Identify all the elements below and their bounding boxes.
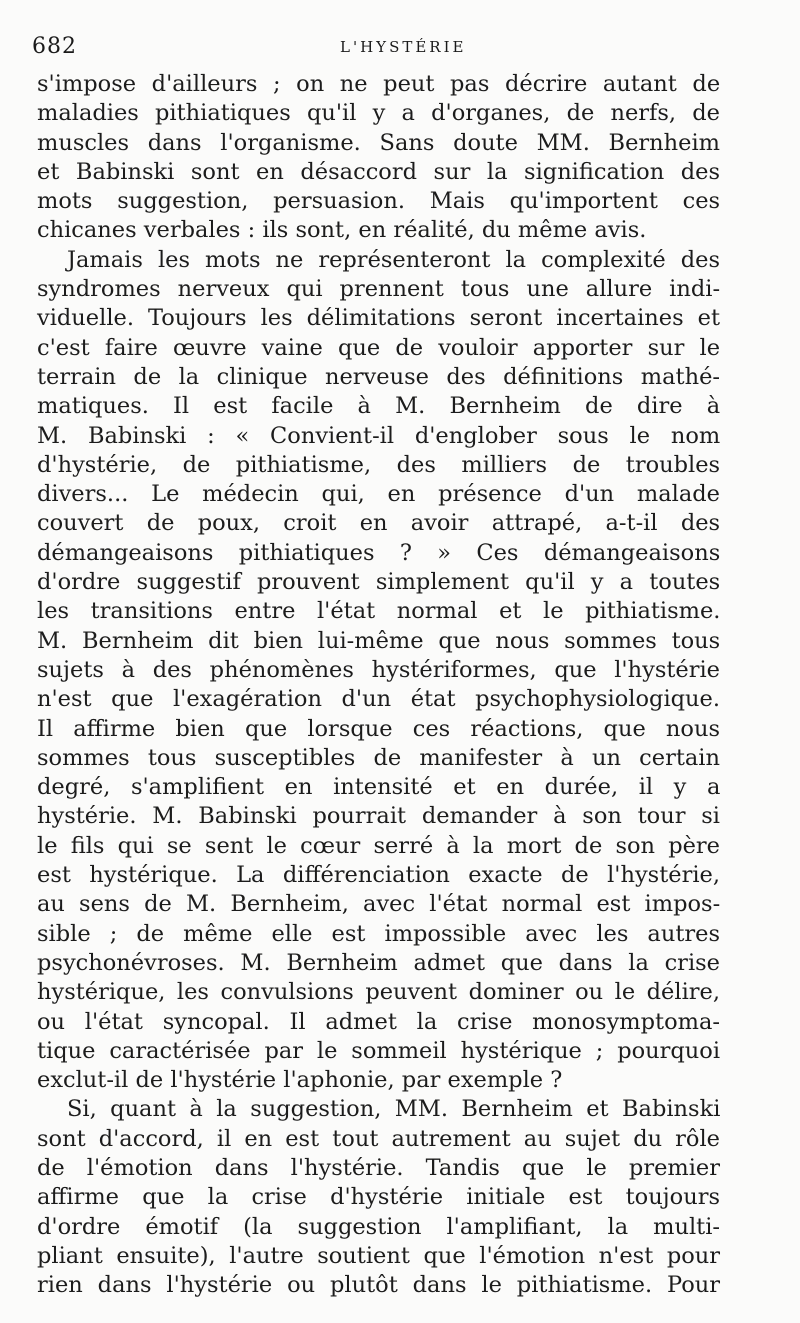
text-line: maladies pithiatiques qu'il y a d'organes, de nerfs, de (37, 100, 720, 127)
text-line: c'est faire œuvre vaine que de vouloir apporter sur le (37, 334, 721, 361)
text-line: chicanes verbales : ils sont, en réalité, du même avis. (37, 217, 647, 244)
text-line: hystérie. M. Babinski pourrait demander à son tour si (37, 803, 720, 830)
text-line: le fils qui se sent le cœur serré à la mort de son père (37, 832, 720, 859)
text-line: matiques. Il est facile à M. Bernheim de dire à (37, 393, 721, 420)
page-number: 682 (32, 34, 77, 59)
text-line: muscles dans l'organisme. Sans doute MM. Bernheim (37, 129, 720, 156)
text-line: couvert de poux, croit en avoir attrapé, a-t-il des (37, 510, 721, 537)
text-line: d'ordre suggestif prouvent simplement qu'il y a toutes (37, 569, 721, 596)
text-line: affirme que la crise d'hystérie initiale est toujours (37, 1184, 720, 1211)
text-line: sont d'accord, il en est tout autrement au sujet du rôle (37, 1125, 720, 1152)
text-line: rien dans l'hystérie ou plutôt dans le pithiatisme. Pour (37, 1272, 721, 1299)
text-line: n'est que l'exagération d'un état psychophysiologique. (37, 686, 720, 713)
text-line: d'ordre émotif (la suggestion l'amplifiant, la multi- (37, 1213, 720, 1240)
text-line: sommes tous susceptibles de manifester à un certain (37, 744, 720, 771)
text-line: M. Babinski : « Convient-il d'englober sous le nom (37, 422, 721, 449)
text-line: et Babinski sont en désaccord sur la signification des (37, 158, 720, 185)
text-line: psychonévroses. M. Bernheim admet que dans la crise (37, 949, 720, 976)
page-header (30, 32, 750, 62)
text-line: d'hystérie, de pithiatisme, des milliers de troubles (37, 451, 721, 478)
text-line: viduelle. Toujours les délimitations seront incertaines et (37, 305, 720, 332)
text-line: sujets à des phénomènes hystériformes, que l'hystérie (37, 656, 720, 683)
running-title: L'HYSTÉRIE (340, 38, 467, 56)
paragraph-start-line: Jamais les mots ne représenteront la complexité des (67, 246, 720, 273)
text-line: ou l'état syncopal. Il admet la crise monosymptoma- (37, 1008, 720, 1035)
text-line: M. Bernheim dit bien lui-même que nous sommes tous (37, 627, 721, 654)
text-line: est hystérique. La différenciation exacte de l'hystérie, (37, 862, 720, 889)
body-text (37, 70, 720, 1300)
text-line: terrain de la clinique nerveuse des définitions mathé- (37, 363, 720, 390)
text-line: tique caractérisée par le sommeil hystérique ; pourquoi (37, 1037, 721, 1064)
text-line: au sens de M. Bernheim, avec l'état normal est impos- (37, 891, 721, 918)
text-line: les transitions entre l'état normal et le pithiatisme. (37, 598, 721, 625)
text-line: degré, s'amplifient en intensité et en durée, il y a (37, 774, 721, 801)
text-line: divers... Le médecin qui, en présence d'un malade (37, 481, 720, 508)
text-line: pliant ensuite), l'autre soutient que l'émotion n'est pour (37, 1242, 721, 1269)
text-line: syndromes nerveux qui prennent tous une allure indi- (37, 276, 721, 303)
text-line: Il affirme bien que lorsque ces réactions, que nous (37, 715, 720, 742)
text-line: hystérique, les convulsions peuvent dominer ou le délire, (37, 979, 720, 1006)
text-line: de l'émotion dans l'hystérie. Tandis que le premier (37, 1154, 720, 1181)
text-line: mots suggestion, persuasion. Mais qu'importent ces (37, 188, 721, 215)
paragraph-start-line: Si, quant à la suggestion, MM. Bernheim et Babinski (67, 1096, 721, 1123)
text-line: sible ; de même elle est impossible avec les autres (37, 920, 720, 947)
text-line: démangeaisons pithiatiques ? » Ces démangeaisons (37, 539, 721, 566)
text-line: exclut-il de l'hystérie l'aphonie, par exemple ? (37, 1067, 563, 1094)
text-line: s'impose d'ailleurs ; on ne peut pas décrire autant de (37, 71, 721, 97)
